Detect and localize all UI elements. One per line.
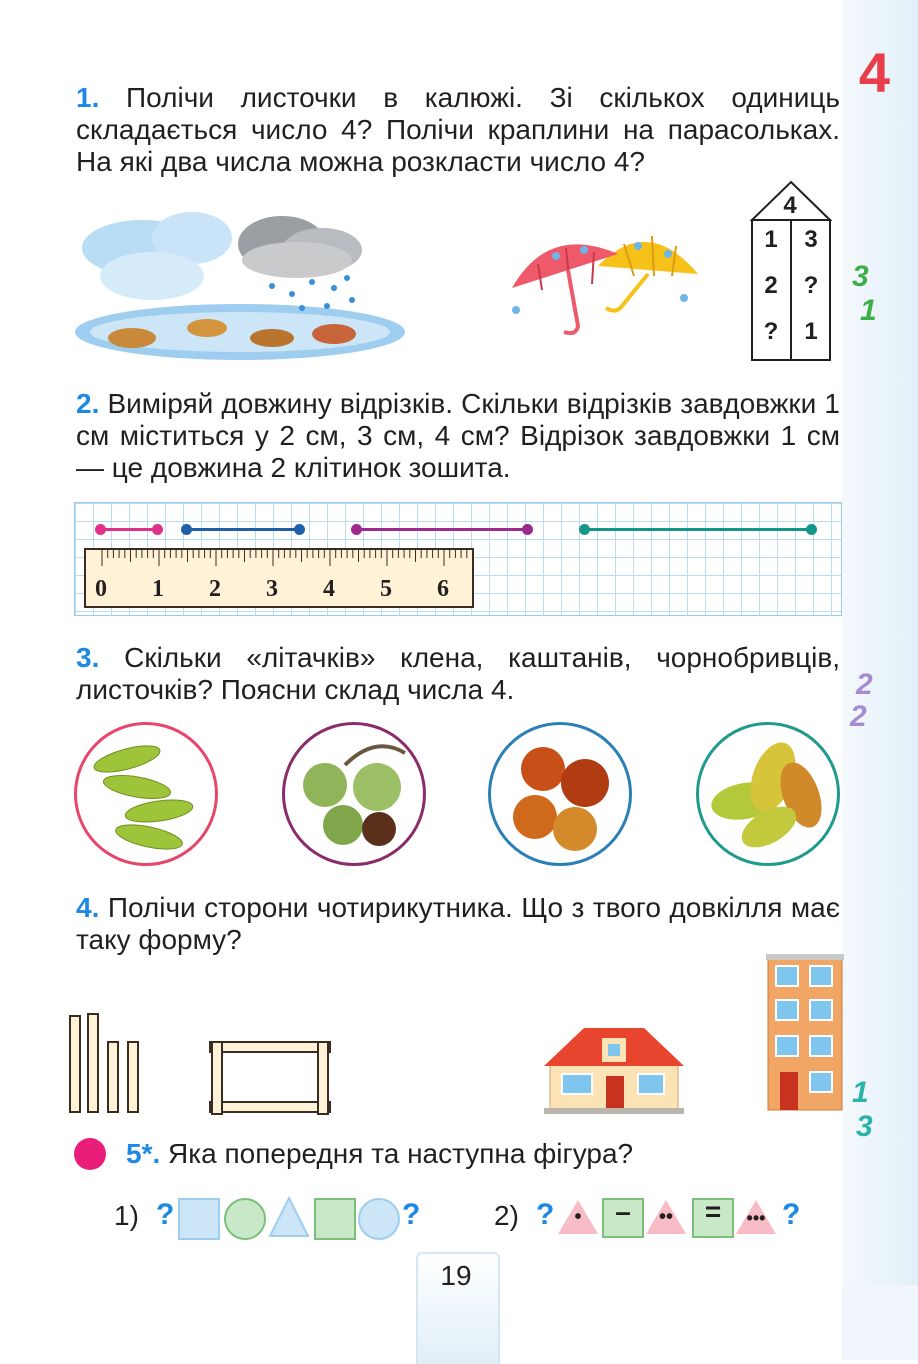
ruler-label: 4 <box>323 576 335 602</box>
house-cell: 3 <box>804 226 818 253</box>
task-text: Скільки «літачків» клена, каштанів, чорнобривців, листочків? Поясни склад числа 4. <box>76 642 840 705</box>
task-number: 2. <box>76 388 100 419</box>
house-cell: ? <box>763 318 779 345</box>
side-number: 3 <box>852 260 869 293</box>
ruler <box>84 548 474 608</box>
segment-4cm <box>584 528 812 531</box>
house-cell: 2 <box>764 272 778 299</box>
task-text: Виміряй довжину відрізків. Скільки відрізків завдовжки 1 см міститься у 2 см, 3 см, 4 см? Відрізок завдовжки 1 см — це довжина 2 клітинок зошита. <box>76 388 840 483</box>
house-cell: 1 <box>804 318 818 345</box>
chestnuts-image <box>285 725 423 863</box>
section-number: 4 <box>858 41 890 104</box>
task-number: 5*. <box>126 1138 161 1169</box>
circle-shape <box>224 1198 266 1240</box>
task-text: Яка попередня та наступна фігура? <box>168 1138 634 1169</box>
ruler-label: 1 <box>152 576 164 602</box>
unknown-mark: ? <box>402 1198 421 1231</box>
marigolds-image <box>491 725 629 863</box>
dots-mark: ••• <box>746 1208 766 1228</box>
side-number: 3 <box>856 1110 873 1143</box>
ruler-label: 6 <box>437 576 449 602</box>
sticks-illustration <box>68 1010 148 1116</box>
dash-mark: – <box>615 1196 631 1227</box>
square-shape <box>178 1198 220 1240</box>
difficulty-marker <box>74 1138 106 1170</box>
ruler-label: 5 <box>380 576 392 602</box>
unknown-mark: ? <box>156 1198 175 1231</box>
task-5 <box>126 1138 806 1170</box>
unknown-mark: ? <box>536 1198 555 1231</box>
house-illustration <box>544 1022 684 1114</box>
sequence-1-label: 1) <box>114 1200 139 1231</box>
marigolds-circle <box>488 722 632 866</box>
side-margin-bottom <box>842 1285 918 1360</box>
dot-mark: • <box>574 1206 582 1228</box>
side-number: 2 <box>850 700 867 733</box>
task-number: 3. <box>76 642 100 673</box>
segment-2cm <box>186 528 300 531</box>
ruler-label: 0 <box>95 576 107 602</box>
segment-1cm <box>100 528 158 531</box>
sequence-2-label: 2) <box>494 1200 519 1231</box>
square-shape <box>314 1198 356 1240</box>
circle-shape <box>358 1198 400 1240</box>
side-number: 1 <box>852 1076 869 1109</box>
ruler-label: 2 <box>209 576 221 602</box>
task-2 <box>76 388 840 484</box>
oak-leaves-circle <box>696 722 840 866</box>
segment-3cm <box>356 528 528 531</box>
dots-mark: •• <box>658 1206 673 1228</box>
house-cell: 1 <box>764 226 778 253</box>
side-number: 2 <box>856 668 873 701</box>
maple-seeds-circle <box>74 722 218 866</box>
page-number: 19 <box>440 1260 472 1291</box>
oak-leaves-image <box>699 725 837 863</box>
task-3 <box>76 642 840 706</box>
unknown-mark: ? <box>782 1198 801 1231</box>
task-text: Полічи сторони чотирикутника. Що з твого довкілля має таку форму? <box>76 892 841 955</box>
chestnuts-circle <box>282 722 426 866</box>
quadrilateral-sticks <box>208 1040 332 1116</box>
equals-mark: = <box>704 1196 722 1227</box>
house-top-number: 4 <box>783 192 797 219</box>
ruler-ticks <box>86 550 472 576</box>
task-number: 1. <box>76 82 100 113</box>
ruler-label: 3 <box>266 576 278 602</box>
umbrellas-illustration <box>508 214 704 340</box>
tower-building-illustration <box>766 954 844 1114</box>
task-text: Полічи листочки в калюжі. Зі скількох одиниць складається число 4? Полічи краплини на парасольках. На які два числа можна розкласти число 4? <box>76 82 840 177</box>
clouds-puddle-illustration <box>72 208 412 364</box>
task-4 <box>76 892 840 956</box>
side-number: 1 <box>860 294 877 327</box>
task-number: 4. <box>76 892 100 923</box>
side-margin <box>842 0 918 1360</box>
triangle-shape <box>268 1196 310 1238</box>
task-1 <box>76 82 840 178</box>
maple-seeds-image <box>77 725 215 863</box>
house-cell: ? <box>803 272 819 299</box>
